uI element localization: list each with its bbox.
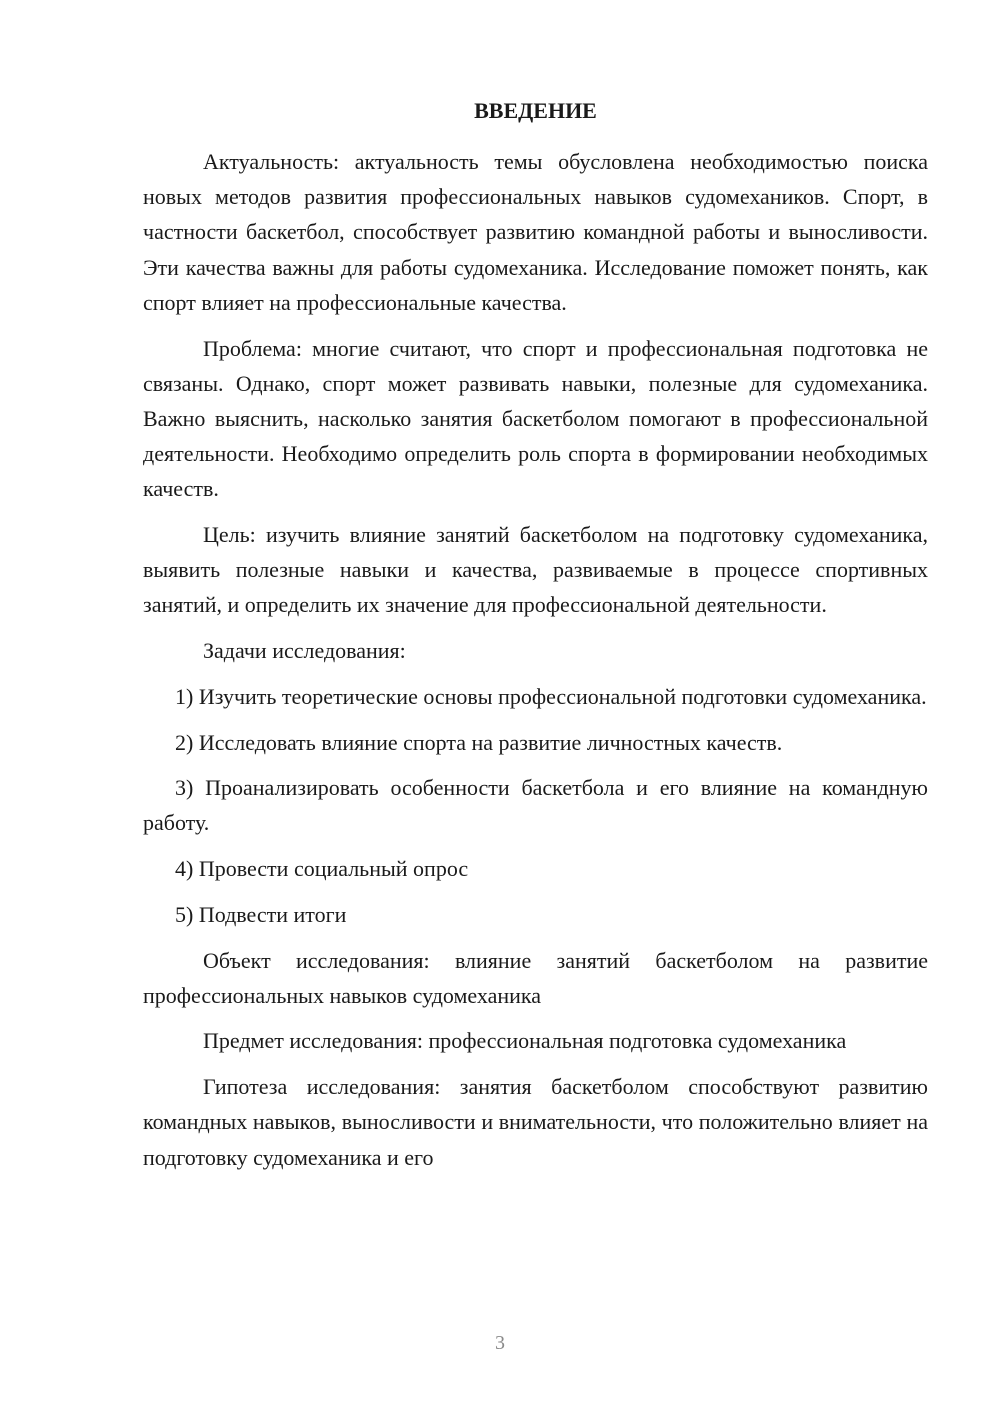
task-item: 3) Проанализировать особенности баскетбола и его влияние на командную работу. bbox=[143, 775, 928, 836]
task-item: 1) Изучить теоретические основы профессиональной подготовки судомеханика. bbox=[175, 683, 927, 709]
relevance-paragraph: Актуальность: актуальность темы обусловлена необходимостью поиска новых методов развития профессиональных навыков судомехаников. Спорт, в частности баскетбол, способствует развитию командной работы и выносливости. Эти качества важны для работы судомеханика. Исследование поможет понять, как спорт влияет на профессиональные качества. bbox=[143, 149, 928, 315]
goal-paragraph: Цель: изучить влияние занятий баскетболом на подготовку судомеханика, выявить полезные навыки и качества, развиваемые в процессе спортивных занятий, и определить их значение для профессиональной деятельности. bbox=[143, 522, 928, 618]
task-item: 5) Подвести итоги bbox=[175, 901, 347, 927]
document-page bbox=[143, 96, 928, 1185]
object-paragraph: Объект исследования: влияние занятий баскетболом на развитие профессиональных навыков судомеханика bbox=[143, 947, 928, 1008]
tasks-heading: Задачи исследования: bbox=[203, 638, 406, 664]
subject-paragraph: Предмет исследования: профессиональная подготовка судомеханика bbox=[203, 1028, 847, 1054]
task-item: 4) Провести социальный опрос bbox=[175, 856, 469, 882]
page-number: 3 bbox=[495, 1332, 505, 1354]
section-title: ВВЕДЕНИЕ bbox=[474, 98, 597, 123]
task-item: 2) Исследовать влияние спорта на развитие личностных качеств. bbox=[175, 729, 783, 755]
problem-paragraph: Проблема: многие считают, что спорт и профессиональная подготовка не связаны. Однако, спорт может развивать навыки, полезные для судомеханика. Важно выяснить, насколько занятия баскетболом помогают в профессиональной деятельности. Необходимо определить роль спорта в формировании необходимых качеств. bbox=[143, 335, 928, 502]
hypothesis-paragraph: Гипотеза исследования: занятия баскетболом способствуют развитию командных навыков, выносливости и внимательности, что положительно влияет на подготовку судомеханика и его bbox=[143, 1074, 928, 1170]
